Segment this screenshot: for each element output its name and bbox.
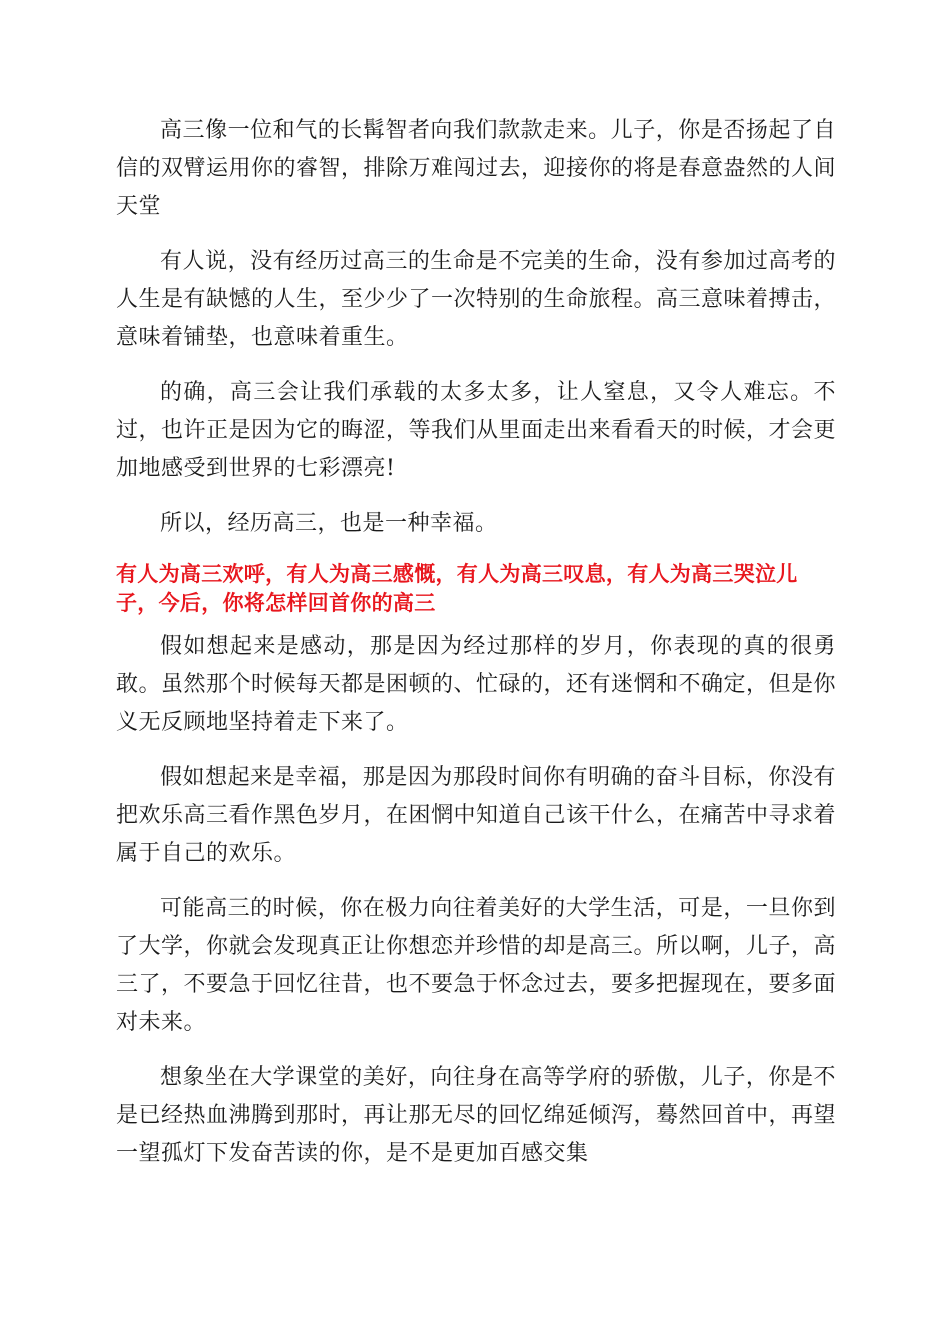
paragraph: 有人说，没有经历过高三的生命是不完美的生命，没有参加过高考的人生是有缺憾的人生，至少少了一次特别的生命旅程。高三意味着搏击，意味着铺垫，也意味着重生。 [116, 249, 837, 350]
paragraph: 假如想起来是感动，那是因为经过那样的岁月，你表现的真的很勇敢。虽然那个时候每天都是困顿的、忙碌的，还有迷惘和不确定，但是你义无反顾地坚持着走下来了。 [116, 634, 837, 735]
paragraph: 想象坐在大学课堂的美好，向往身在高等学府的骄傲，儿子，你是不是已经热血沸腾到那时，再让那无尽的回忆绵延倾泻，蓦然回首中，再望一望孤灯下发奋苦读的你，是不是更加百感交集 [116, 1065, 837, 1166]
paragraph: 高三像一位和气的长髯智者向我们款款走来。儿子，你是否扬起了自信的双臂运用你的睿智，排除万难闯过去，迎接你的将是春意盎然的人间天堂 [116, 118, 837, 219]
paragraph: 的确，高三会让我们承载的太多太多，让人窒息，又令人难忘。不过，也许正是因为它的晦涩，等我们从里面走出来看看天的时候，才会更加地感受到世界的七彩漂亮! [116, 380, 837, 481]
paragraph: 假如想起来是幸福，那是因为那段时间你有明确的奋斗目标，你没有把欢乐高三看作黑色岁月，在困惘中知道自己该干什么，在痛苦中寻求着属于自己的欢乐。 [116, 765, 837, 866]
document-body [116, 112, 836, 1190]
section-heading: 有人为高三欢呼，有人为高三感慨，有人为高三叹息，有人为高三哭泣儿子，今后，你将怎样回首你的高三 [116, 562, 798, 615]
paragraph: 可能高三的时候，你在极力向往着美好的大学生活，可是，一旦你到了大学，你就会发现真正让你想恋并珍惜的却是高三。所以啊，儿子，高三了，不要急于回忆往昔，也不要急于怀念过去，要多把握现在，要多面对未来。 [116, 896, 837, 1035]
paragraph: 所以，经历高三，也是一种幸福。 [160, 511, 498, 536]
